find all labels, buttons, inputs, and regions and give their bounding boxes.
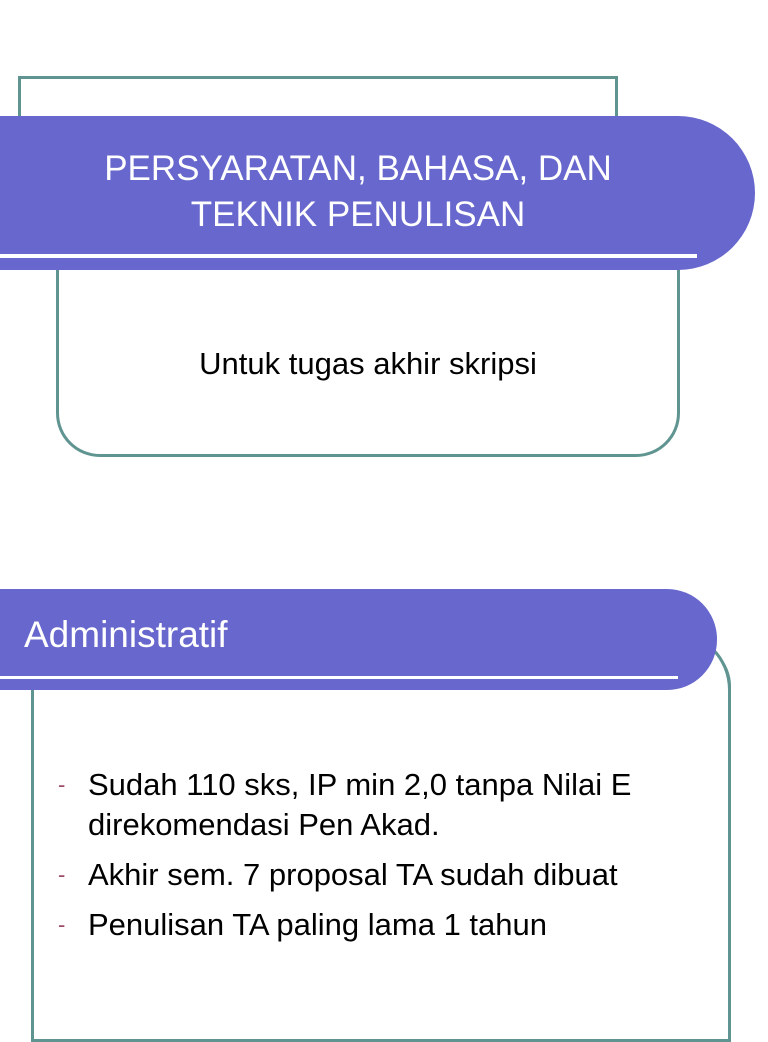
bullet-item bbox=[58, 905, 708, 945]
dash-bullet-icon: - bbox=[58, 772, 66, 797]
title-line-1: PERSYARATAN, BAHASA, DAN bbox=[104, 149, 612, 188]
title-line-2: TEKNIK PENULISAN bbox=[190, 195, 526, 234]
dash-bullet-icon: - bbox=[58, 912, 66, 937]
slide-administratif bbox=[0, 512, 768, 1024]
section-rule bbox=[0, 676, 678, 679]
presentation-title bbox=[40, 146, 676, 238]
slide-title bbox=[0, 0, 768, 512]
title-rule bbox=[0, 254, 697, 258]
bullet-item bbox=[58, 765, 708, 845]
section-title: Administratif bbox=[24, 614, 228, 655]
title-banner bbox=[0, 116, 755, 270]
bullet-text: Akhir sem. 7 proposal TA sudah dibuat bbox=[88, 857, 618, 892]
presentation-subtitle: Untuk tugas akhir skripsi bbox=[199, 346, 537, 381]
bullet-text: Penulisan TA paling lama 1 tahun bbox=[88, 907, 548, 942]
bullet-item bbox=[58, 855, 708, 895]
bullet-text: Sudah 110 sks, IP min 2,0 tanpa Nilai E direkomendasi Pen Akad. bbox=[88, 767, 632, 842]
dash-bullet-icon: - bbox=[58, 862, 66, 887]
section-banner bbox=[0, 589, 717, 690]
bullet-list bbox=[58, 765, 708, 955]
